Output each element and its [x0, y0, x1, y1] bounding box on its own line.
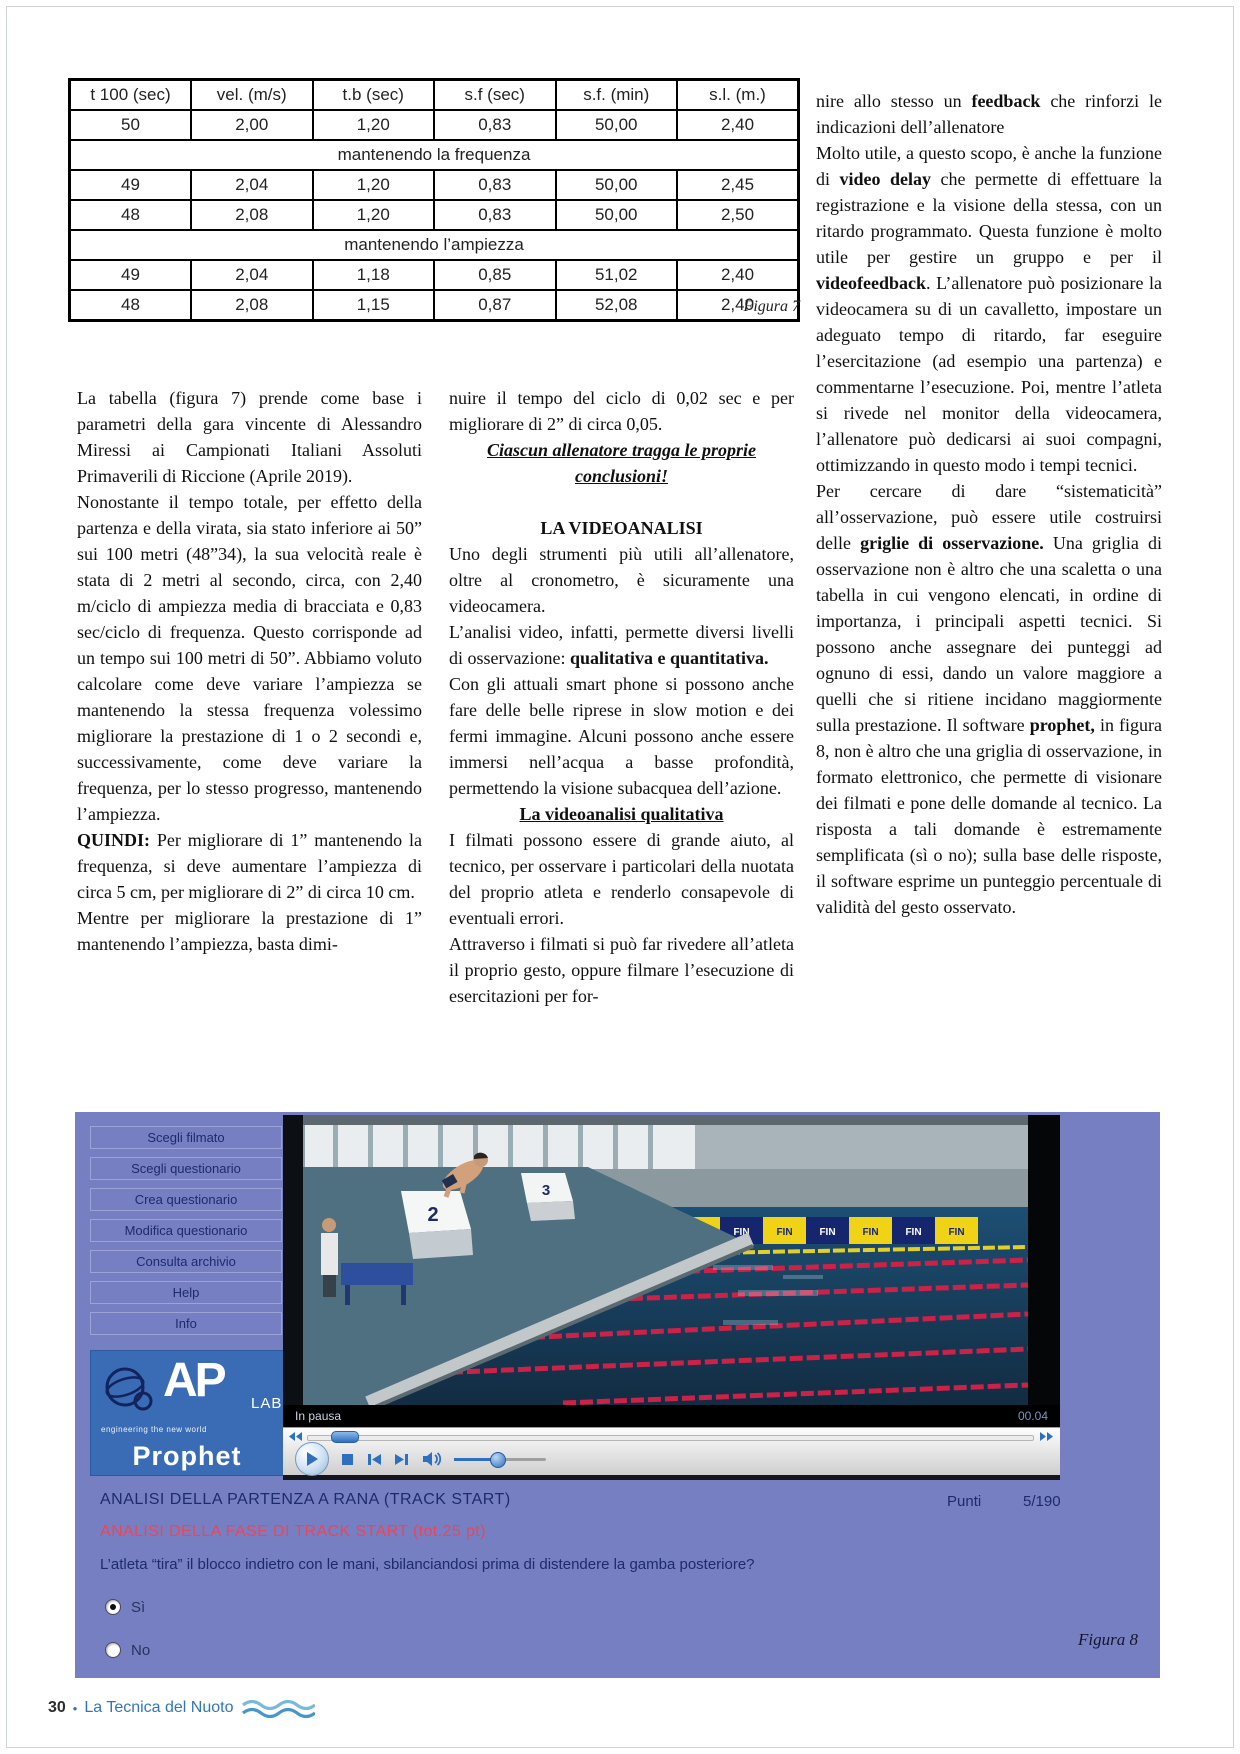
table-row [70, 110, 799, 140]
quiz-section-title: ANALISI DELLA FASE DI TRACK START (tot.25 pt) [100, 1523, 486, 1540]
table-cell: 48 [70, 290, 192, 321]
article-paragraph: Molto utile, a questo scopo, è anche la funzione di video delay che permette di effettuare la registrazione e la visione della stessa, con un ritardo programmato. Questa funzione è molto utile per gestire un gruppo e per il videofeedback. L’allenatore può posizionare la videocamera su di un cavalletto, impostare un adeguato tempo di ritardo, far eseguire l’esercitazione (ad esempio una partenza) e commentarne l’esecuzione. Poi, mentre l’atleta si rivede nel monitor della videocamera, l’allenatore può dedicarsi ai suoi compagni, ottimizzando in questo modo i tempi tecnici. [816, 143, 1162, 475]
table-cell: 1,18 [313, 260, 435, 290]
sidebar-button[interactable]: Help [90, 1281, 282, 1304]
table-header-cell: s.f (sec) [434, 80, 556, 111]
table-cell: 50,00 [556, 110, 678, 140]
aplab-logo-top [91, 1351, 283, 1429]
logo-tagline: engineering the new world [101, 1425, 207, 1434]
table-cell: 50 [70, 110, 192, 140]
points-label: Punti [947, 1493, 982, 1510]
seek-back-icon[interactable] [289, 1432, 303, 1441]
svg-text:2: 2 [427, 1204, 439, 1226]
wave-logo-icon [241, 1697, 315, 1719]
prophet-app-screenshot [75, 1112, 1160, 1678]
table-cell: 2,40 [677, 260, 799, 290]
play-button[interactable] [295, 1442, 329, 1476]
quiz-options [105, 1599, 150, 1685]
quiz-question: L’atleta “tira” il blocco indietro con le mani, sbilanciandosi prima di distendere la gamba posteriore? [100, 1556, 755, 1573]
radio-button[interactable] [105, 1642, 121, 1658]
volume-thumb[interactable] [490, 1452, 506, 1468]
table-cell: 2,04 [191, 260, 313, 290]
article-paragraph: QUINDI: Per migliorare di 1” mantenendo la frequenza, si deve aumentare l’ampiezza di circa 5 cm, per migliorare di 2” di circa 10 cm. [77, 830, 422, 902]
table-cell: 2,04 [191, 170, 313, 200]
volume-icon[interactable] [422, 1451, 442, 1467]
sidebar-button[interactable]: Info [90, 1312, 282, 1335]
table-cell: 2,50 [677, 200, 799, 230]
player-status-bar [283, 1405, 1060, 1427]
previous-button[interactable] [366, 1453, 382, 1466]
table-cell: 2,40 [677, 110, 799, 140]
article-paragraph: Nonostante il tempo totale, per effetto della partenza e della virata, sia stato inferiore ai 50” sui 100 metri (48”34), la sua velocità reale è stata di 2 metri al secondo, circa, con 2,40 m/ciclo di ampiezza media di bracciata e 0,83 sec/ciclo di frequenza. Questo corrisponde ad un tempo sui 100 metri di 50”. Abbiamo voluto calcolare come deve variare l’ampiezza se mantenendo la stessa frequenza volessimo migliorare la prestazione di 1 o 2 secondi e, successivamente, come deve variare la frequenza, per lo stesso progresso, mantenendo l’ampiezza. [77, 492, 422, 824]
article-paragraph: nire allo stesso un feedback che rinforzi le indicazioni dell’allenatore [816, 91, 1162, 137]
table-row [70, 140, 799, 170]
article-paragraph: nuire il tempo del ciclo di 0,02 sec e per migliorare di 2” di circa 0,05. [449, 388, 794, 434]
table-cell: 0,87 [434, 290, 556, 321]
article-paragraph: LA VIDEOANALISI [540, 518, 703, 538]
sidebar-button[interactable]: Scegli filmato [90, 1126, 282, 1149]
aplab-logo [90, 1350, 284, 1476]
article-paragraph: I filmati possono essere di grande aiuto, al tecnico, per osservare i particolari della nuotata del proprio atleta e renderlo consapevole di eventuali errori. [449, 830, 794, 928]
table-row [70, 230, 799, 260]
globe-icon [99, 1361, 161, 1421]
sidebar-button[interactable]: Modifica questionario [90, 1219, 282, 1242]
table-header-cell: t.b (sec) [313, 80, 435, 111]
pool-video-still [283, 1115, 1060, 1405]
article-paragraph: La videoanalisi qualitativa [519, 804, 724, 824]
table-header-cell: s.l. (m.) [677, 80, 799, 111]
article-column-3 [816, 88, 1162, 920]
table-cell: 52,08 [556, 290, 678, 321]
logo-brand-text: AP [163, 1354, 224, 1407]
table-row [70, 260, 799, 290]
article-paragraph: Uno degli strumenti più utili all’allenatore, oltre al cronometro, è sicuramente una videocamera. [449, 544, 794, 616]
fin-banner-text: FIN [905, 1227, 922, 1238]
table-cell: 1,20 [313, 170, 435, 200]
page-number: 30 [48, 1699, 66, 1716]
table-header-cell: vel. (m/s) [191, 80, 313, 111]
figure7-table [68, 78, 800, 322]
transport-controls [295, 1442, 546, 1476]
player-status: In pausa [295, 1409, 342, 1423]
fin-banner-text: FIN [862, 1227, 879, 1238]
table-cell: 50,00 [556, 200, 678, 230]
table-cell: 2,45 [677, 170, 799, 200]
fin-banner-text: FIN [948, 1227, 965, 1238]
logo-product-name: Prophet [132, 1441, 242, 1471]
figure7-caption: Figura 7 [743, 298, 800, 315]
table-cell: 2,00 [191, 110, 313, 140]
article-column-1 [77, 385, 422, 957]
table-cell: 1,20 [313, 200, 435, 230]
fin-banner-text: FIN [819, 1227, 836, 1238]
table-cell: 50,00 [556, 170, 678, 200]
points-value: 5/190 [1023, 1493, 1061, 1510]
article-paragraph: L’analisi video, infatti, permette diversi livelli di osservazione: qualitativa e quantitativa. [449, 622, 794, 668]
starting-block-2 [401, 1191, 473, 1259]
play-icon [305, 1451, 319, 1467]
table-cell: 49 [70, 170, 192, 200]
table-cell: 0,85 [434, 260, 556, 290]
quiz-option[interactable] [105, 1642, 150, 1658]
quiz-option[interactable] [105, 1599, 150, 1615]
fin-banner-text: FIN [733, 1227, 750, 1238]
table-row [70, 170, 799, 200]
player-controls [283, 1427, 1060, 1475]
radio-button[interactable] [105, 1599, 121, 1615]
radio-label: Sì [131, 1598, 146, 1616]
article-paragraph: Mentre per migliorare la prestazione di 1” mantenendo l’ampiezza, basta dimi- [77, 908, 422, 954]
video-frame[interactable] [283, 1115, 1060, 1405]
figure8-caption: Figura 8 [1078, 1630, 1138, 1649]
sidebar-button[interactable]: Scegli questionario [90, 1157, 282, 1180]
table-cell: 0,83 [434, 200, 556, 230]
player-time: 00.04 [1017, 1409, 1048, 1423]
table-row [70, 200, 799, 230]
page-footer [48, 1697, 315, 1719]
svg-text:3: 3 [541, 1182, 551, 1199]
article-paragraph: Attraverso i filmati si può far rivedere all’atleta il proprio gesto, oppure filmare l’esecuzione di esercitazioni per for- [449, 934, 794, 1006]
table-cell: 1,20 [313, 110, 435, 140]
article-paragraph: Ciascun allenatore tragga le proprie conclusioni! [486, 440, 756, 486]
table-span-cell: mantenendo la frequenza [70, 140, 799, 170]
table-header-cell: s.f. (min) [556, 80, 678, 111]
table-cell: 48 [70, 200, 192, 230]
seek-track[interactable] [307, 1435, 1034, 1441]
stop-button[interactable] [341, 1453, 354, 1466]
next-button[interactable] [394, 1453, 410, 1466]
video-player [283, 1115, 1060, 1480]
article-paragraph: Con gli attuali smart phone si possono anche fare delle belle riprese in slow motion e dei fermi immagine. Alcuni possono anche essere immersi nell’acqua a basse profondità, permettendo la visione subacquea dell’azione. [449, 674, 794, 798]
footer-separator: • [72, 1700, 78, 1716]
table-cell: 1,15 [313, 290, 435, 321]
fin-banner-text: FIN [776, 1227, 793, 1238]
table-span-cell: mantenendo l’ampiezza [70, 230, 799, 260]
table-cell: 2,08 [191, 200, 313, 230]
volume-slider[interactable] [454, 1452, 546, 1466]
table-header-cell: t 100 (sec) [70, 80, 192, 111]
sidebar-button[interactable]: Consulta archivio [90, 1250, 282, 1273]
app-sidebar [90, 1126, 282, 1343]
radio-label: No [131, 1641, 151, 1659]
table-cell: 49 [70, 260, 192, 290]
table-cell: 2,40 [677, 290, 799, 321]
article-column-2 [449, 385, 794, 1009]
sidebar-button[interactable]: Crea questionario [90, 1188, 282, 1211]
table-cell: 0,83 [434, 170, 556, 200]
seek-forward-icon[interactable] [1040, 1432, 1054, 1441]
article-paragraph: Per cercare di dare “sistematicità” all’osservazione, può essere utile costruirsi delle griglie di osservazione. Una griglia di osservazione non è altro che una scaletta o una tabella in cui vengono elencati, in ordine di importanza, i principali aspetti tecnici. Si possono anche assegnare dei punteggi ad ognuno di essi, dando un valore maggiore a quelli che si ritiene incidano maggiormente sulla prestazione. Il software prophet, in figura 8, non è altro che una griglia di osservazione, in formato elettronico, che permette di visionare dei filmati e pone delle domande al tecnico. La risposta a tali domande è estremamente semplificata (sì o no); sulla base delle risposte, il software esprime un punteggio percentuale di validità del gesto osservato. [816, 481, 1163, 917]
table-cell: 51,02 [556, 260, 678, 290]
article-paragraph: La tabella (figura 7) prende come base i parametri della gara vincente di Alessandro Miressi ai Campionati Italiani Assoluti Primaverili di Riccione (Aprile 2019). [77, 388, 422, 486]
table-cell: 2,08 [191, 290, 313, 321]
footer-title: La Tecnica del Nuoto [84, 1699, 234, 1716]
table-cell: 0,83 [434, 110, 556, 140]
quiz-title: ANALISI DELLA PARTENZA A RANA (TRACK START) [100, 1491, 511, 1508]
logo-lab-text: LAB [251, 1395, 283, 1412]
table-header-row [70, 80, 799, 111]
